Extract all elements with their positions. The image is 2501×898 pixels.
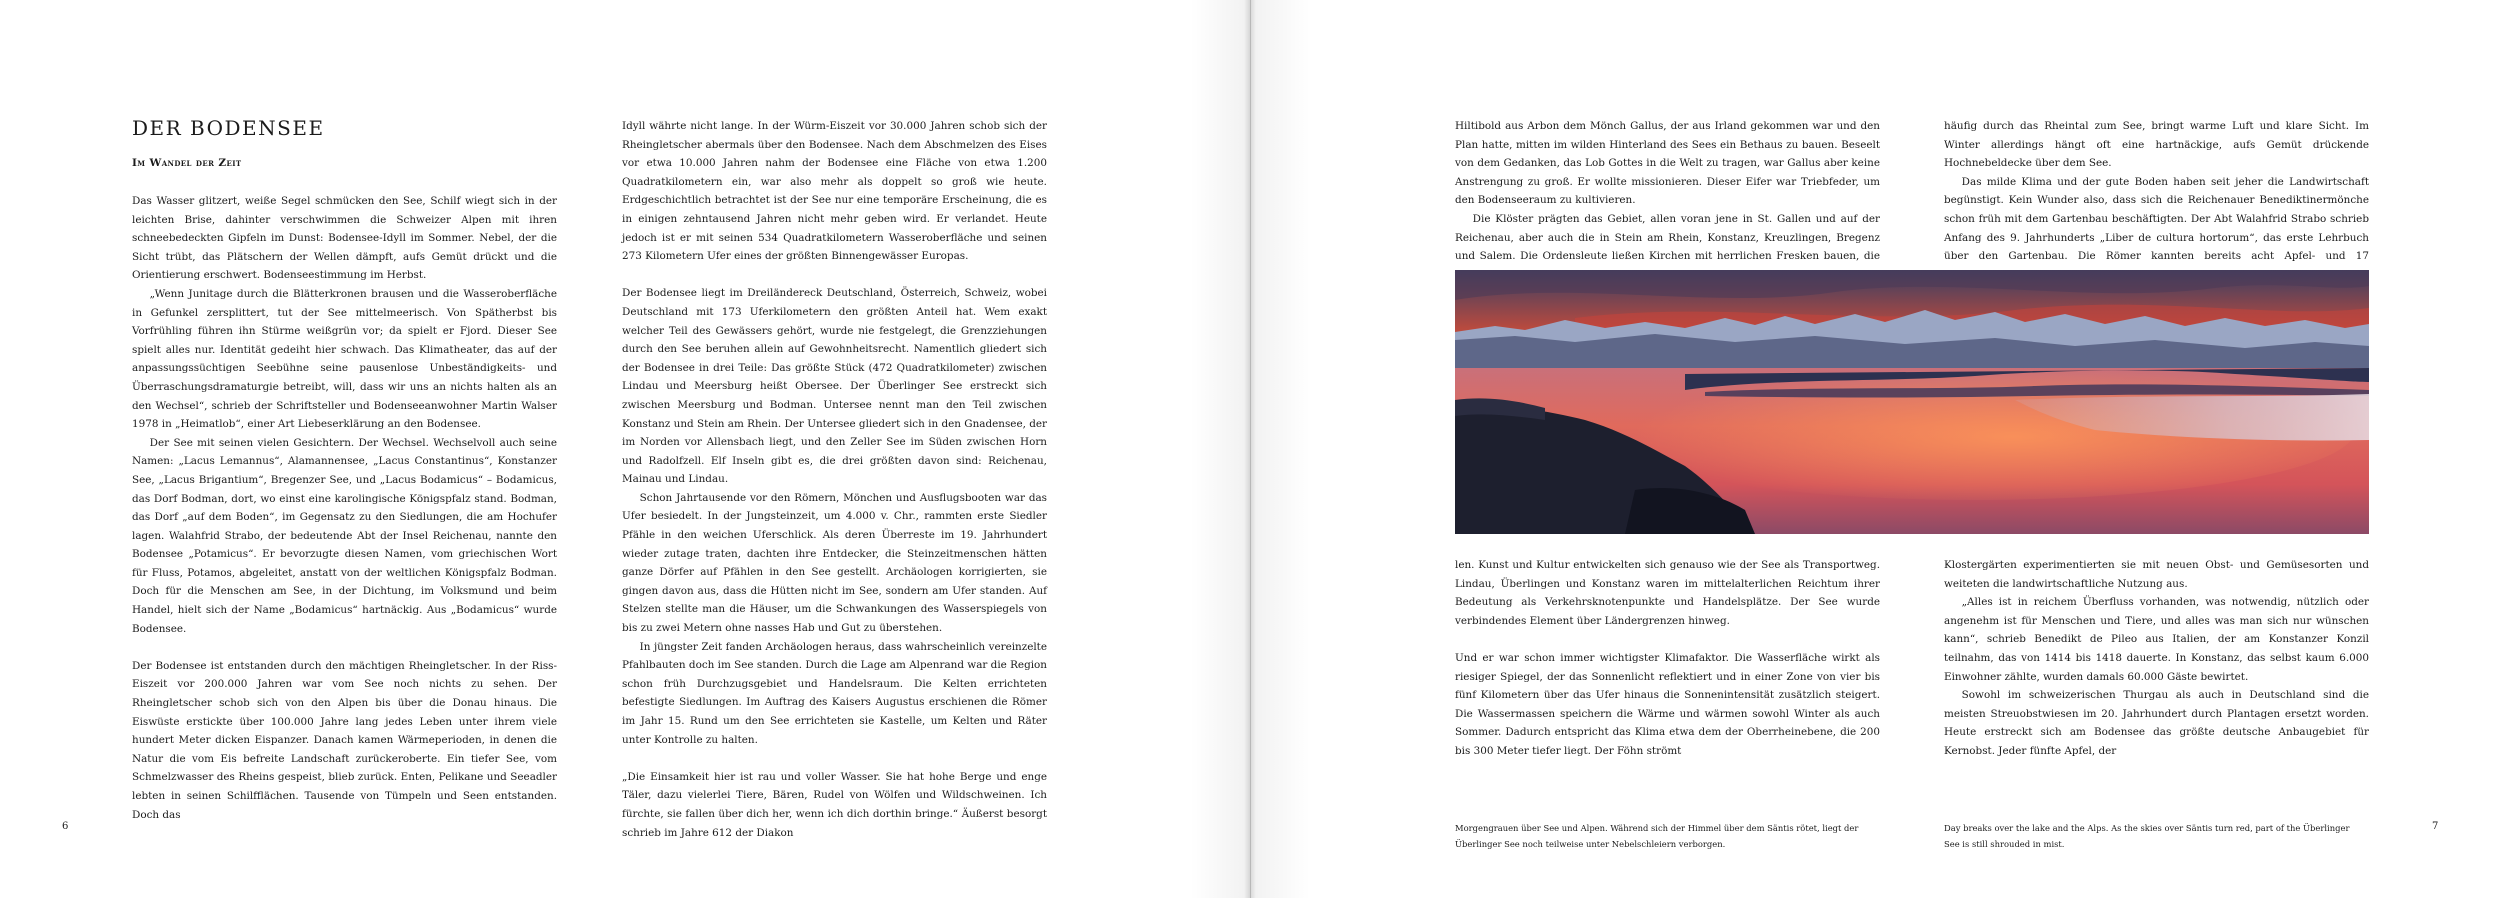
paragraph: „Wenn Junitage durch die Blätterkronen brausen und die Wasseroberfläche in Gefunkel zersplittert, tut der See mittelmeerisch. Von Spätherbst bis Vorfrühling führen ihn Stürme weißgrün vor; da spielt er Fjord. Dieser See spielt alles nur. Identität gedeiht hier schwach. Das Klimatheater, das auf der anpassungssüchtigen Seebühne seine pausenlose Unbeständigkeits- und Überraschungsdramaturgie betreibt, will, dass wir uns an nichts halten als an den Wechsel“, schrieb der Schriftsteller und Bodenseeanwohner Martin Walser 1978 in „Heimatlob“, einer Art Liebeserklärung an den Bodensee.	[132, 287, 557, 431]
caption-german: Morgengrauen über See und Alpen. Während sich der Himmel über dem Säntis rötet, liegt der Überlinger See noch teilweise unter Nebelschleiern verborgen.	[1455, 823, 1859, 849]
photo-illustration	[1455, 270, 2369, 534]
paragraph: Idyll währte nicht lange. In der Würm-Eiszeit vor 30.000 Jahren schob sich der Rheingletscher abermals über den Bodensee. Nach dem Abschmelzen des Eises vor etwa 10.000 Jahren nahm der Bodensee eine Fläche von etwa 1.200 Quadratkilometern ein, war also mehr als doppelt so groß wie heute. Erdgeschichtlich betrachtet ist der See nur eine temporäre Erscheinung, die es in einigen zehntausend Jahren nicht mehr geben wird. Er verlandet. Heute jedoch ist er mit seinen 534 Quadratkilometern Wasseroberfläche und seinen 273 Kilometern Ufer eines der größten Binnengewässer Europas.	[622, 120, 1047, 263]
page-number-left: 6	[62, 821, 69, 832]
paragraph: Das Wasser glitzert, weiße Segel schmücken den See, Schilf wiegt sich in der leichten Brise, dahinter verschwimmen die Schweizer Alpen mit ihren schneebedeckten Gipfeln im Dunst: Bodensee-Idyll im Sommer. Nebel, der die Sicht trübt, das Plätschern der Wellen dämpft, aufs Gemüt drückt und die Orientierung erschwert. Bodenseestimmung im Herbst.	[132, 195, 557, 282]
left-column-1	[132, 192, 557, 824]
paragraph: Schon Jahrtausende vor den Römern, Mönchen und Ausflugsbooten war das Ufer besiedelt. In der Jungsteinzeit, um 4.000 v. Chr., rammten erste Siedler Pfähle in den weichen Uferschlick. Als deren Überreste im 19. Jahrhundert wieder zutage traten, dachten ihre Entdecker, die Steinzeitmenschen hätten ganze Dörfer auf Pfählen in den See gestellt. Archäologen korrigierten, sie gingen davon aus, dass die Hütten nicht im See, sondern am Ufer standen. Auf Stelzen stellte man die Häuser, um die Schwankungen des Wasserspiegels von bis zu zwei Metern ohne nasses Hab und Gut zu überstehen.	[622, 491, 1047, 635]
paragraph: Und er war schon immer wichtigster Klimafaktor. Die Wasserfläche wirkt als riesiger Spiegel, der das Sonnenlicht reflektiert und in einer Zone von vier bis fünf Kilometern über das Ufer hinaus die Sonnenintensität zusätzlich steigert. Die Wassermassen speichern die Wärme und wärmen sowohl Winter als auch Sommer. Dadurch entspricht das Klima etwa dem der Oberrheinebene, die 200 bis 300 Meter tiefer liegt. Der Föhn strömt	[1455, 651, 1880, 757]
left-column-2	[622, 117, 1047, 842]
paragraph: „Alles ist in reichem Überfluss vorhanden, was notwendig, nützlich oder angenehm ist für Menschen und Tiere, und alles was man sich nur wünschen kann“, schrieb Benedikt de Pileo aus Italien, der am Konstanzer Konzil teilnahm, das von 1414 bis 1418 dauerte. In Konstanz, das selbst kaum 6.000 Einwohner zählte, wurden damals 60.000 Gäste bewirtet.	[1944, 596, 2369, 683]
paragraph: In jüngster Zeit fanden Archäologen heraus, dass wahrscheinlich vereinzelte Pfahlbauten doch im See standen. Durch die Lage am Alpenrand war die Region schon früh Durchzugsgebiet und Handelsraum. Die Kelten errichteten befestigte Siedlungen. Im Auftrag des Kaisers Augustus erschienen die Römer im Jahr 15. Rund um den See errichteten sie Kastelle, um Kelten und Räter unter Kontrolle zu halten.	[622, 640, 1047, 746]
right-column-1-bottom	[1455, 556, 1880, 761]
paragraph: len. Kunst und Kultur entwickelten sich genauso wie der See als Transportweg. Lindau, Überlingen und Konstanz waren im mittelalterlichen Reichtum ihrer Bedeutung als Verkehrsknotenpunkte und Handelsplätze. Der See wurde verbindendes Element über Ländergrenzen hinweg.	[1455, 559, 1880, 627]
right-column-2-bottom	[1944, 556, 2369, 761]
lake-sunrise-photo	[1455, 270, 2369, 534]
left-page	[0, 0, 1250, 898]
paragraph: Hiltibold aus Arbon dem Mönch Gallus, der aus Irland gekommen war und den Plan hatte, mitten im wilden Hinterland des Sees ein Bethaus zu bauen. Beseelt von dem Gedanken, das Lob Gottes in die Welt zu tragen, war Gallus aber keine Anstrengung zu groß. Er wollte missionieren. Dieser Eifer war Triebfeder, um den Bodenseeraum zu kultivieren.	[1455, 120, 1880, 207]
paragraph: Das milde Klima und der gute Boden haben seit jeher die Landwirtschaft begünstigt. Kein Wunder also, dass sich die Reichenauer Benediktinermönche schon früh mit dem Gartenbau beschäftigten. Der Abt Walahfrid Strabo schrieb Anfang des 9. Jahrhunderts „Liber de cultura hortorum“, das erste Lehrbuch über den Gartenbau. Die Römer kannten bereits acht Apfel- und 17	[1944, 175, 2369, 263]
paragraph: Die Klöster prägten das Gebiet, allen voran jene in St. Gallen und auf der Reichenau, aber auch die in Stein am Rhein, Konstanz, Kreuzlingen, Bregenz und Salem. Die Ordensleute ließen Kirchen mit herrlichen Fresken bauen, die	[1455, 212, 1880, 263]
paragraph: Klostergärten experimentierten sie mit neuen Obst- und Gemüsesorten und weiteten die landwirtschaftliche Nutzung aus.	[1944, 559, 2369, 590]
page-number-right: 7	[2432, 821, 2439, 832]
paragraph: Der Bodensee ist entstanden durch den mächtigen Rheingletscher. In der Riss-Eiszeit vor 200.000 Jahren war vom See noch nichts zu sehen. Der Rheingletscher schob sich von den Alpen bis über die Donau hinaus. Die Eiswüste erstickte über 100.000 Jahre lang jedes Leben unter ihrem viele hundert Meter dicken Eispanzer. Danach kamen Wärmeperioden, in denen die Natur die vom Eis befreite Landschaft zurückeroberte. Ein tiefer See, vom Schmelzwasser des Rheins gespeist, blieb zurück. Enten, Pelikane und Seeadler lebten in seinen Schilfflächen. Tausende von Tümpeln und Seen entstanden. Doch das	[132, 659, 557, 821]
chapter-title: DER BODENSEE	[132, 116, 325, 140]
paragraph: „Die Einsamkeit hier ist rau und voller Wasser. Sie hat hohe Berge und enge Täler, dazu vielerlei Tiere, Bären, Rudel von Wölfen und Wildschweinen. Ich fürchte, sie fallen über dich her, wenn ich dich dorthin bringe.“ Äußerst besorgt schrieb im Jahre 612 der Diakon	[622, 770, 1047, 839]
paragraph: häufig durch das Rheintal zum See, bringt warme Luft und klare Sicht. Im Winter allerdings hängt oft eine hartnäckige, aufs Gemüt drückende Hochnebeldecke über dem See.	[1944, 120, 2369, 170]
caption-english: Day breaks over the lake and the Alps. As the skies over Säntis turn red, part of the Überlinger See is still shrouded in mist.	[1944, 823, 2350, 849]
paragraph: Der See mit seinen vielen Gesichtern. Der Wechsel. Wechselvoll auch seine Namen: „Lacus Lemannus“, Alamannensee, „Lacus Constantinus“, Konstanzer See, „Lacus Brigantium“, Bregenzer See, und „Lacus Bodamicus“ – Bodamicus, das Dorf Bodman, dort, wo einst eine karolingische Königspfalz stand. Bodman, das Dorf „auf dem Boden“, im Gegensatz zu den Siedlungen, die am Hochufer lagen. Walahfrid Strabo, der bedeutende Abt der Insel Reichenau, nannte den Bodensee „Potamicus“. Er bevorzugte diesen Namen, vom griechischen Wort für Fluss, Potamos, abgeleitet, anstatt von der weltlichen Königspfalz Bodman. Doch für die Menschen am See, in der Dichtung, im Volksmund und beim Handel, hielt sich der Name „Bodamicus“ hartnäckig. Aus „Bodamicus“ wurde Bodensee.	[132, 436, 557, 635]
right-column-2-top	[1944, 117, 2369, 284]
chapter-subtitle: Im Wandel der Zeit	[132, 157, 242, 169]
paragraph: Der Bodensee liegt im Dreiländereck Deutschland, Österreich, Schweiz, wobei Deutschland mit 173 Uferkilometern den größten Anteil hat. Wem exakt welcher Teil des Gewässers gehört, wurde nie festgelegt, die Grenzziehungen durch den See beruhen allein auf Gewohnheitsrecht. Namentlich gliedert sich der Bodensee in drei Teile: Das größte Stück (472 Quadratkilometer) zwischen Lindau und Meersburg heißt Obersee. Der Überlinger See erstreckt sich zwischen Meersburg und Bodman. Untersee nennt man den Teil zwischen Konstanz und Stein am Rhein. Der Untersee gliedert sich in den Gnadensee, der im Norden vor Allensbach liegt, und den Zeller See im Süden zwischen Horn und Radolfzell. Elf Inseln gibt es, die drei größten davon sind: Reichenau, Mainau und Lindau.	[622, 287, 1047, 486]
paragraph: Sowohl im schweizerischen Thurgau als auch in Deutschland sind die meisten Streuobstwiesen im 20. Jahrhundert durch Plantagen ersetzt worden. Heute erstreckt sich am Bodensee das größte deutsche Anbaugebiet für Kernobst. Jeder fünfte Apfel, der	[1944, 689, 2369, 757]
right-column-1-top	[1455, 117, 1880, 284]
